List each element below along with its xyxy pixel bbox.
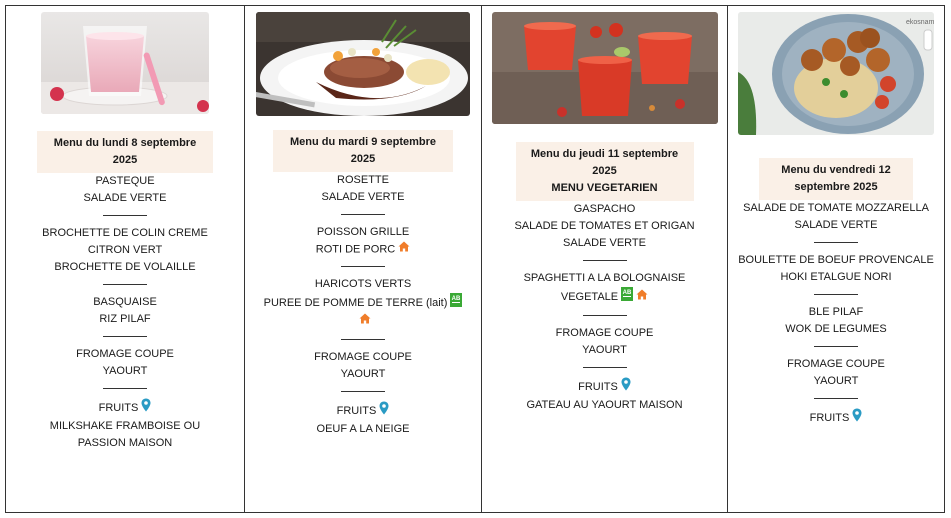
header-line: Menu du mardi 9 septembre — [289, 136, 437, 148]
menu-item-label: POISSON GRILLE — [316, 226, 410, 238]
menu-item — [578, 377, 631, 397]
menu-item-label: SALADE DE TOMATE MOZZARELLA — [743, 202, 929, 214]
menu-item-label: BOULETTE DE BOEUF PROVENCALE — [738, 254, 934, 266]
local-pin-icon — [141, 398, 151, 418]
menu-item-label: BLE PILAF — [808, 306, 864, 318]
menu-item — [316, 241, 410, 258]
menu-item — [322, 189, 405, 206]
menu-item-label: WOK DE LEGUMES — [785, 323, 887, 335]
menu-item — [814, 373, 859, 390]
section-divider — [583, 260, 627, 261]
menu-item — [317, 421, 410, 438]
header-line: Menu du lundi 8 septembre — [53, 137, 197, 149]
menu-header — [273, 130, 453, 172]
menu-item-label: BROCHETTE DE VOLAILLE — [54, 261, 196, 273]
section-divider — [341, 339, 385, 340]
menu-item — [809, 304, 863, 321]
menu-item-label: SALADE DE TOMATES ET ORIGAN — [514, 220, 695, 232]
gazpacho-glasses-photo — [492, 12, 718, 124]
menu-item — [743, 200, 929, 217]
local-pin-icon — [621, 377, 631, 397]
menu-item-label: RIZ PILAF — [99, 313, 151, 325]
section-divider — [103, 336, 147, 337]
menu-item — [50, 418, 200, 435]
section-divider — [583, 367, 627, 368]
homemade-house-icon — [359, 313, 371, 330]
image-watermark: ekosnam — [906, 19, 934, 26]
menu-header — [516, 142, 694, 201]
svg-text:AB: AB — [622, 290, 632, 296]
section-divider — [341, 214, 385, 215]
organic-ab-icon — [450, 293, 462, 313]
menu-item-label: ROTI DE PORC — [315, 243, 396, 256]
menu-item-label: HARICOTS VERTS — [314, 278, 412, 291]
section-divider — [814, 242, 858, 243]
header-line: 2025 — [350, 153, 376, 165]
menu-item — [795, 217, 878, 234]
menu-item — [574, 201, 636, 218]
menu-item-label: FRUITS — [336, 404, 377, 417]
section-divider — [103, 215, 147, 216]
menu-item-label: GASPACHO — [573, 203, 636, 215]
menu-item-label: OEUF A LA NEIGE — [316, 422, 410, 435]
menu-item — [526, 397, 682, 414]
section-divider — [103, 388, 147, 389]
day-column-tuesday — [245, 6, 482, 512]
menu-items — [264, 172, 463, 438]
menu-item-label: FRUITS — [98, 401, 139, 414]
menu-item-label: FRUITS — [809, 411, 850, 424]
roast-pork-plate-photo — [256, 12, 470, 116]
meatballs-couscous-photo — [738, 12, 934, 135]
menu-item-label: SALADE VERTE — [563, 237, 646, 249]
menu-item-label: SALADE VERTE — [794, 219, 878, 231]
menu-item-label: PUREE DE POMME DE TERRE (lait) — [263, 297, 448, 310]
menu-item-label: FROMAGE COUPE — [787, 358, 885, 370]
menu-item — [563, 235, 646, 252]
menu-item-label: FROMAGE COUPE — [76, 348, 174, 360]
menu-items — [42, 173, 208, 452]
menu-item — [356, 313, 371, 330]
menu-item — [810, 408, 863, 428]
menu-items — [514, 201, 694, 414]
menu-item — [314, 349, 412, 366]
day-column-monday — [6, 6, 245, 512]
menu-item — [514, 218, 694, 235]
menu-item — [524, 270, 686, 287]
menu-item — [103, 363, 148, 380]
menu-item-label: GATEAU AU YAOURT MAISON — [526, 399, 683, 411]
menu-item — [99, 311, 150, 328]
menu-items — [738, 200, 934, 428]
header-line: 2025 — [112, 154, 138, 166]
menu-item — [561, 287, 648, 307]
menu-item — [337, 401, 390, 421]
menu-item — [738, 252, 934, 269]
local-pin-icon — [852, 408, 862, 428]
menu-item-label: FROMAGE COUPE — [555, 327, 654, 339]
homemade-house-icon — [398, 241, 410, 258]
header-line: septembre 2025 — [794, 181, 878, 193]
menu-item-label: PASTEQUE — [95, 175, 155, 187]
menu-item — [337, 172, 389, 189]
menu-item-label: PASSION MAISON — [77, 437, 173, 449]
menu-item — [264, 293, 463, 313]
menu-item-label: BASQUAISE — [93, 296, 157, 308]
header-line: Menu du jeudi 11 septembre — [530, 148, 679, 160]
menu-item-label: SALADE VERTE — [321, 191, 405, 203]
menu-item-label: SALADE VERTE — [83, 192, 167, 204]
menu-item — [88, 242, 162, 259]
section-divider — [814, 398, 858, 399]
menu-item-label: VEGETALE — [560, 290, 619, 303]
section-divider — [103, 284, 147, 285]
menu-item — [341, 366, 386, 383]
header-line: MENU VEGETARIEN — [551, 182, 658, 194]
menu-item-label: YAOURT — [582, 344, 627, 356]
menu-item — [787, 356, 885, 373]
menu-item-label: ROSETTE — [337, 174, 389, 186]
menu-item-label: YAOURT — [102, 365, 148, 377]
menu-item-label: CITRON VERT — [87, 244, 163, 256]
menu-item-label: FROMAGE COUPE — [314, 350, 412, 363]
organic-ab-icon — [621, 287, 633, 307]
menu-item — [76, 346, 174, 363]
strawberry-milkshake-photo — [41, 12, 209, 114]
menu-item-label: YAOURT — [813, 375, 859, 387]
section-divider — [814, 346, 858, 347]
menu-item — [315, 276, 411, 293]
menu-item-label: YAOURT — [340, 367, 386, 380]
section-divider — [341, 391, 385, 392]
menu-item — [556, 325, 654, 342]
menu-item — [95, 173, 154, 190]
menu-item — [99, 398, 152, 418]
menu-item — [780, 269, 891, 286]
svg-text:AB: AB — [452, 296, 461, 303]
header-line: Menu du vendredi 12 — [781, 164, 891, 176]
menu-item — [42, 225, 208, 242]
menu-item — [84, 190, 167, 207]
menu-item — [93, 294, 157, 311]
day-column-thursday — [482, 6, 728, 512]
homemade-house-icon — [636, 289, 648, 306]
menu-header — [37, 131, 213, 173]
section-divider — [814, 294, 858, 295]
day-column-friday — [728, 6, 944, 512]
menu-item-label: FRUITS — [578, 380, 618, 393]
menu-grid — [5, 5, 945, 513]
section-divider — [341, 266, 385, 267]
section-divider — [583, 315, 627, 316]
menu-item-label: SPAGHETTI A LA BOLOGNAISE — [523, 272, 686, 284]
local-pin-icon — [379, 401, 389, 421]
menu-item — [54, 259, 195, 276]
menu-item-label: BROCHETTE DE COLIN CREME — [42, 227, 208, 239]
menu-header — [759, 158, 913, 200]
menu-item — [317, 224, 409, 241]
menu-item-label: HOKI ETALGUE NORI — [780, 271, 892, 283]
menu-item-label: MILKSHAKE FRAMBOISE OU — [49, 420, 201, 432]
menu-item — [785, 321, 886, 338]
menu-item — [78, 435, 173, 452]
menu-item — [582, 342, 627, 359]
header-line: 2025 — [592, 165, 617, 177]
